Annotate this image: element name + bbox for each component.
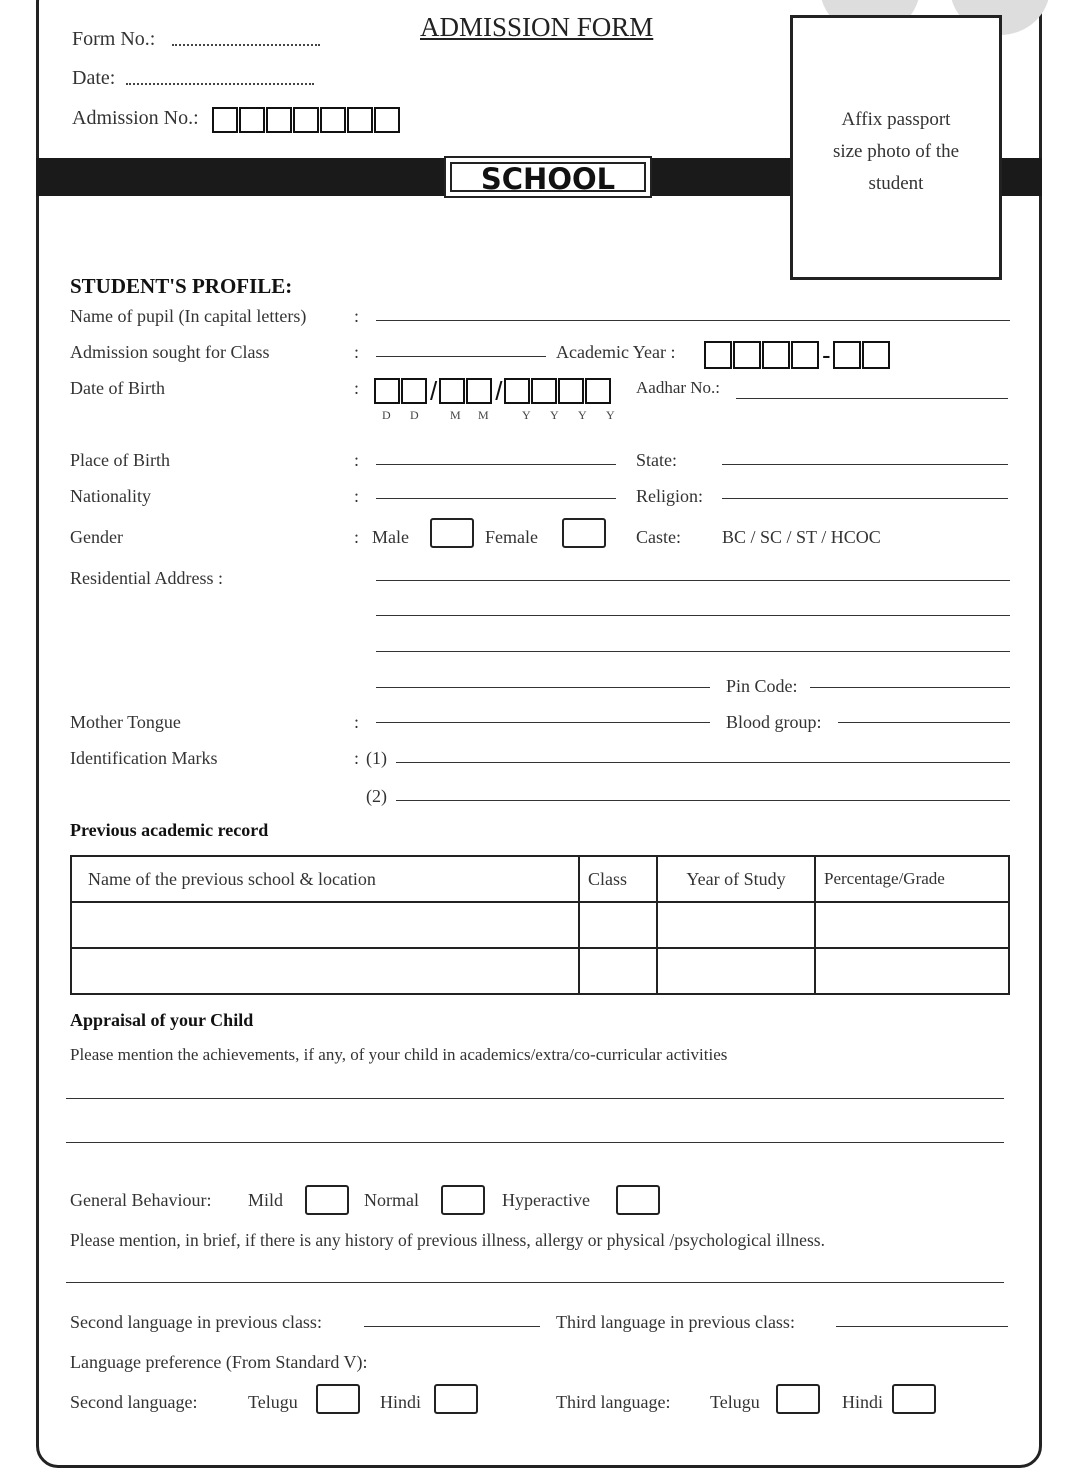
form-no-label: Form No.: (72, 28, 156, 50)
state-field[interactable] (722, 464, 1008, 465)
student-profile-heading: STUDENT'S PROFILE: (70, 274, 293, 298)
third-telugu-label: Telugu (710, 1392, 760, 1412)
general-behaviour-label: General Behaviour: (70, 1190, 212, 1210)
pin-code-label: Pin Code: (726, 676, 798, 696)
passport-photo-box (790, 15, 1002, 280)
female-label: Female (485, 527, 538, 547)
female-checkbox[interactable] (562, 518, 606, 548)
pin-code-field[interactable] (810, 687, 1010, 688)
nationality-label: Nationality (70, 486, 151, 506)
second-hindi-checkbox[interactable] (434, 1384, 478, 1414)
identification-marks-label: Identification Marks (70, 748, 218, 768)
illness-field[interactable] (66, 1282, 1004, 1283)
dob-boxes[interactable]: / / (374, 378, 612, 404)
col-header-class: Class (579, 856, 657, 902)
id-mark-2-field[interactable] (396, 800, 1010, 801)
caste-label: Caste: (636, 527, 681, 547)
admission-no-boxes[interactable] (212, 107, 401, 133)
school-label: SCHOOL (480, 162, 616, 196)
third-hindi-label: Hindi (842, 1392, 884, 1412)
caste-options: BC / SC / ST / HCOC (722, 527, 881, 547)
religion-field[interactable] (722, 498, 1008, 499)
pupil-name-label: Name of pupil (In capital letters) (70, 306, 307, 326)
aadhar-field[interactable] (736, 398, 1008, 399)
id-mark-1-field[interactable] (396, 762, 1010, 763)
second-language-prev-field[interactable] (364, 1326, 540, 1327)
blood-group-field[interactable] (838, 722, 1010, 723)
date-label: Date: (72, 67, 116, 89)
address-line-3[interactable] (376, 651, 1010, 652)
admission-no-label: Admission No.: (72, 107, 199, 129)
gender-label: Gender (70, 527, 123, 547)
academic-year-label: Academic Year : (556, 342, 676, 362)
third-hindi-checkbox[interactable] (892, 1384, 936, 1414)
second-telugu-label: Telugu (248, 1392, 298, 1412)
table-header-row (71, 856, 1009, 902)
admission-class-field[interactable] (376, 356, 546, 357)
second-telugu-checkbox[interactable] (316, 1384, 360, 1414)
male-label: Male (372, 527, 409, 547)
place-of-birth-label: Place of Birth (70, 450, 170, 470)
achievements-line-2[interactable] (66, 1142, 1004, 1143)
photo-text-line-2: size photo of the (832, 141, 960, 162)
address-line-2[interactable] (376, 615, 1010, 616)
mild-checkbox[interactable] (305, 1185, 349, 1215)
religion-label: Religion: (636, 486, 703, 506)
table-row[interactable] (71, 902, 1009, 948)
illness-instruction: Please mention, in brief, if there is any history of previous illness, allergy or physical /psychological illness. (70, 1230, 825, 1250)
id-mark-2-label: (2) (366, 786, 387, 806)
normal-checkbox[interactable] (441, 1185, 485, 1215)
third-telugu-checkbox[interactable] (776, 1384, 820, 1414)
dob-label: Date of Birth (70, 378, 165, 398)
academic-year-boxes[interactable]: - (704, 341, 891, 369)
aadhar-label: Aadhar No.: (636, 378, 721, 397)
mother-tongue-label: Mother Tongue (70, 712, 181, 732)
photo-text-line-1: Affix passport (841, 109, 951, 130)
photo-text-line-3: student (868, 173, 924, 194)
hyperactive-checkbox[interactable] (616, 1185, 660, 1215)
admission-class-label: Admission sought for Class (70, 342, 270, 362)
col-header-school: Name of the previous school & location (71, 856, 579, 902)
col-header-year: Year of Study (657, 856, 815, 902)
id-mark-1-label: (1) (366, 748, 387, 768)
state-label: State: (636, 450, 677, 470)
address-line-1[interactable] (376, 580, 1010, 581)
second-hindi-label: Hindi (380, 1392, 422, 1412)
mild-label: Mild (248, 1190, 284, 1210)
language-preference-label: Language preference (From Standard V): (70, 1352, 368, 1372)
achievements-line-1[interactable] (66, 1098, 1004, 1099)
male-checkbox[interactable] (430, 518, 474, 548)
date-field[interactable] (126, 83, 314, 85)
second-language-prev-label: Second language in previous class: (70, 1312, 322, 1332)
blood-group-label: Blood group: (726, 712, 822, 732)
nationality-field[interactable] (376, 498, 616, 499)
address-line-4[interactable] (376, 687, 710, 688)
form-title: ADMISSION FORM (420, 12, 654, 42)
academic-record-heading: Previous academic record (70, 820, 269, 840)
address-label: Residential Address : (70, 568, 223, 588)
appraisal-heading: Appraisal of your Child (70, 1010, 254, 1030)
third-language-prev-label: Third language in previous class: (556, 1312, 795, 1332)
academic-record-table (70, 855, 1010, 995)
place-of-birth-field[interactable] (376, 464, 616, 465)
col-header-grade: Percentage/Grade (815, 856, 1009, 902)
mother-tongue-field[interactable] (376, 722, 710, 723)
table-row[interactable] (71, 948, 1009, 994)
third-language-label: Third language: (556, 1392, 671, 1412)
second-language-label: Second language: (70, 1392, 198, 1412)
form-no-field[interactable] (172, 44, 320, 46)
hyperactive-label: Hyperactive (502, 1190, 590, 1210)
achievements-instruction: Please mention the achievements, if any, of your child in academics/extra/co-curricular activities (70, 1045, 728, 1064)
pupil-name-field[interactable] (376, 320, 1010, 321)
normal-label: Normal (364, 1190, 419, 1210)
third-language-prev-field[interactable] (836, 1326, 1008, 1327)
school-name-box (444, 156, 652, 198)
